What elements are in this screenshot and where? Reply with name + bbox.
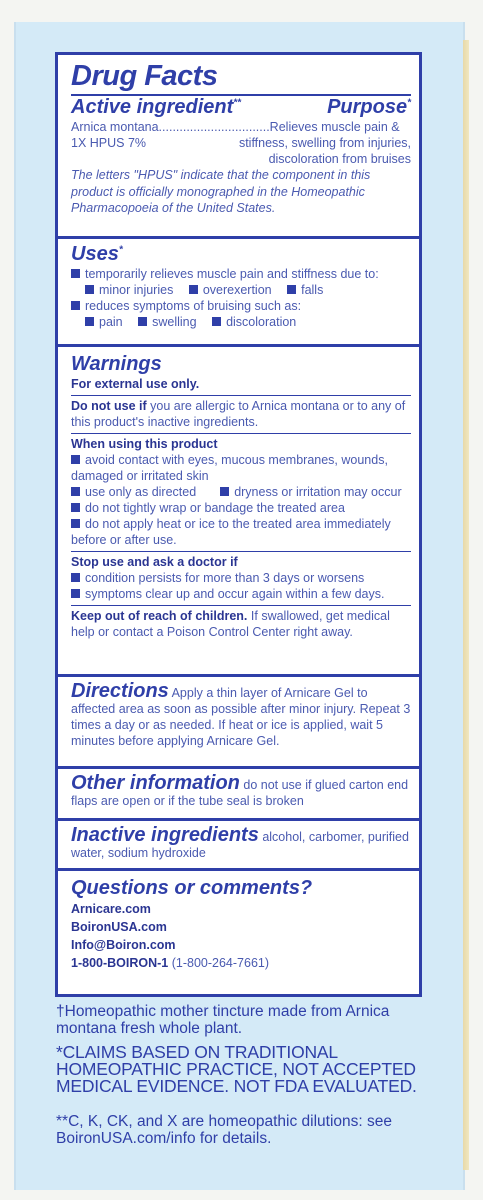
ingredient-line-1: Arnica montana................................Relieves muscle pain & [71,120,400,134]
stop-use-1: condition persists for more than 3 days or worsens [71,570,411,586]
symptom-pain: pain [99,315,123,329]
drug-facts-title: Drug Facts [71,60,218,92]
questions-section [58,871,419,976]
bullet-icon [212,317,221,326]
when-using-2: use only as directed dryness or irritation may occur [71,484,411,500]
bullet-icon [71,455,80,464]
bullet-icon [85,285,94,294]
other-information-text: do not use if glued carton end flaps are open or if the tube seal is broken [71,778,409,808]
bullet-icon [85,317,94,326]
external-use-only: For external use only. [71,377,200,391]
active-ingredient-heading: Active ingredient** [71,96,242,118]
hpus-note: The letters "HPUS" indicate that the component in this product is officially monographed in the Homeopathic Pharmacopoeia of the United States. [71,168,371,215]
warnings-section [58,347,419,677]
uses-line-1: temporarily relieves muscle pain and stiffness due to: [71,266,411,282]
bullet-icon [220,487,229,496]
symptom-swelling: swelling [152,315,197,329]
active-header-row [71,94,411,119]
stop-use [71,552,411,606]
when-using-4: do not apply heat or ice to the treated area immediately before or after use. [71,517,391,547]
warnings-intro [71,351,411,396]
when-using-3: do not tightly wrap or bandage the treated area [71,500,411,516]
purpose-heading: Purpose* [327,96,411,118]
when-using-1: avoid contact with eyes, mucous membranes, wounds, damaged or irritated skin [71,453,388,483]
bullet-icon [71,573,80,582]
directions-heading: Directions [71,680,169,702]
uses-heading: Uses* [71,243,123,265]
inactive-ingredients-text: alcohol, carbomer, purified water, sodium hydroxide [71,830,409,860]
website-boiron: BoironUSA.com [71,920,167,934]
bullet-icon [71,503,80,512]
ingredient-line-2 [71,135,411,151]
questions-heading: Questions or comments? [71,877,313,899]
uses-sublist-2 [71,314,411,330]
when-using-heading: When using this product [71,437,218,451]
ingredient-strength: 1X HPUS 7% [71,136,147,150]
contact-phone: 1-800-BOIRON-1 (1-800-264-7661) [71,956,270,970]
carton-edge [463,40,469,1170]
bullet-icon [71,487,80,496]
footnote-claims: *CLAIMS BASED ON TRADITIONAL HOMEOPATHIC PRACTICE, NOT ACCEPTED MEDICAL EVIDENCE. NOT FDA EVALUATED. [56,1042,417,1096]
active-heading-mark: ** [233,97,242,109]
stop-use-heading: Stop use and ask a doctor if [71,555,238,569]
do-not-use: Do not use if you are allergic to Arnica montana or to any of this product's inactive ingredients. [71,396,411,434]
footnote-dagger: †Homeopathic mother tincture made from Arnica montana fresh whole plant. [56,1003,390,1037]
bullet-icon [71,589,80,598]
inactive-ingredients-heading: Inactive ingredients [71,824,259,846]
purpose-line-3: discoloration from bruises [268,152,411,166]
footnote-dilutions: **C, K, CK, and X are homeopathic dilutions: see BoironUSA.com/info for details. [56,1113,393,1147]
uses-sublist-1 [71,282,411,298]
active-ingredient-section [58,55,419,239]
use-falls: falls [301,283,324,297]
keep-out-of-reach: Keep out of reach of children. If swallowed, get medical help or contact a Poison Control Center right away. [71,609,390,639]
bullet-icon [71,269,80,278]
drug-facts-panel [55,52,422,997]
use-minor-injuries: minor injuries [99,283,174,297]
other-information-section [58,769,419,821]
stop-use-2: symptoms clear up and occur again within a few days. [71,586,411,602]
when-using [71,434,411,552]
directions-section [58,677,419,769]
warnings-heading: Warnings [71,353,162,375]
bullet-icon [287,285,296,294]
bullet-icon [189,285,198,294]
contact-email: Info@Boiron.com [71,938,176,952]
uses-section [58,239,419,347]
inactive-ingredients-section [58,821,419,871]
purpose-mark: * [407,97,411,109]
website-arnicare: Arnicare.com [71,902,151,916]
bullet-icon [71,519,80,528]
purpose-line-2: stiffness, swelling from injuries, [238,136,411,150]
directions-text: Apply a thin layer of Arnicare Gel to affected area as soon as possible after minor injury. Repeat 3 times a day or as needed. If heat or ice is applied, wait 5 minutes before applying Arnicare Gel. [71,686,411,748]
bullet-icon [138,317,147,326]
uses-mark: * [118,244,123,256]
symptom-discoloration: discoloration [226,315,297,329]
other-information-heading: Other information [71,772,240,794]
bullet-icon [71,301,80,310]
use-overexertion: overexertion [202,283,272,297]
uses-line-2: reduces symptoms of bruising such as: [71,298,411,314]
